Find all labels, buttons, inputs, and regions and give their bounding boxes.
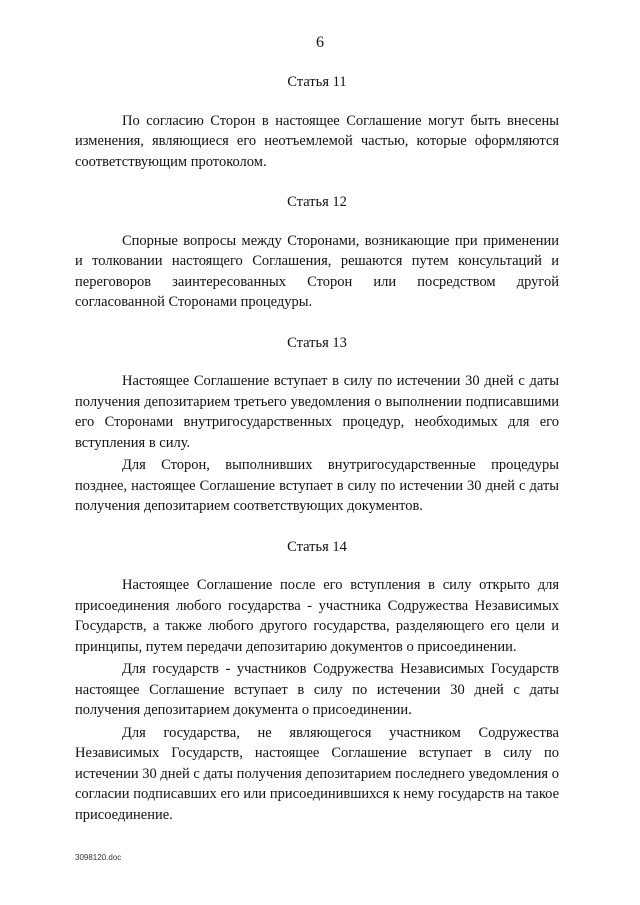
article-paragraph: Для государства, не являющегося участником Содружества Независимых Государств, настоящее Соглашение вступает в силу по истечении 30 дней с даты получения депозитарием последнего уведомления о согласии подписавших его или присоединившихся к нему государств на такое присоединение. <box>75 724 559 823</box>
document-body <box>75 72 559 845</box>
article-14 <box>75 537 559 826</box>
article-paragraph: Для государств - участников Содружества Независимых Государств настоящее Соглашение вступает в силу по истечении 30 дней с даты получения депозитарием документа о присоединении. <box>75 661 559 718</box>
article-paragraph: Для Сторон, выполнивших внутригосударственные процедуры позднее, настоящее Соглашение вступает в силу по истечении 30 дней с даты получения депозитарием соответствующих документов. <box>75 457 559 514</box>
article-13 <box>75 333 559 517</box>
page-number: 6 <box>316 34 324 51</box>
document-filename: 3098120.doc <box>75 853 122 862</box>
article-paragraph: Настоящее Соглашение после его вступления в силу открыто для присоединения любого государства - участника Содружества Независимых Государств, а также любого другого государства, разделяющего его цели и принципы, путем передачи депозитарию документов о присоединении. <box>75 577 559 655</box>
article-heading: Статья 14 <box>287 538 347 555</box>
article-12 <box>75 192 559 313</box>
article-heading: Статья 12 <box>287 194 347 210</box>
article-heading: Статья 11 <box>287 74 347 90</box>
article-11 <box>75 72 559 172</box>
article-paragraph: Настоящее Соглашение вступает в силу по истечении 30 дней с даты получения депозитарием третьего уведомления о выполнении подписавшими его Сторонами внутригосударственных процедур, необходимых для его вступления в силу. <box>75 373 559 451</box>
article-paragraph: По согласию Сторон в настоящее Соглашение могут быть внесены изменения, являющиеся его неотъемлемой частью, которые оформляются соответствующим протоколом. <box>75 112 559 170</box>
article-heading: Статья 13 <box>287 334 347 351</box>
article-paragraph: Спорные вопросы между Сторонами, возникающие при применении и толковании настоящего Соглашения, решаются путем консультаций и переговоров заинтересованных Сторон или посредством другой согласованной Сторонами процедуры. <box>75 232 559 310</box>
